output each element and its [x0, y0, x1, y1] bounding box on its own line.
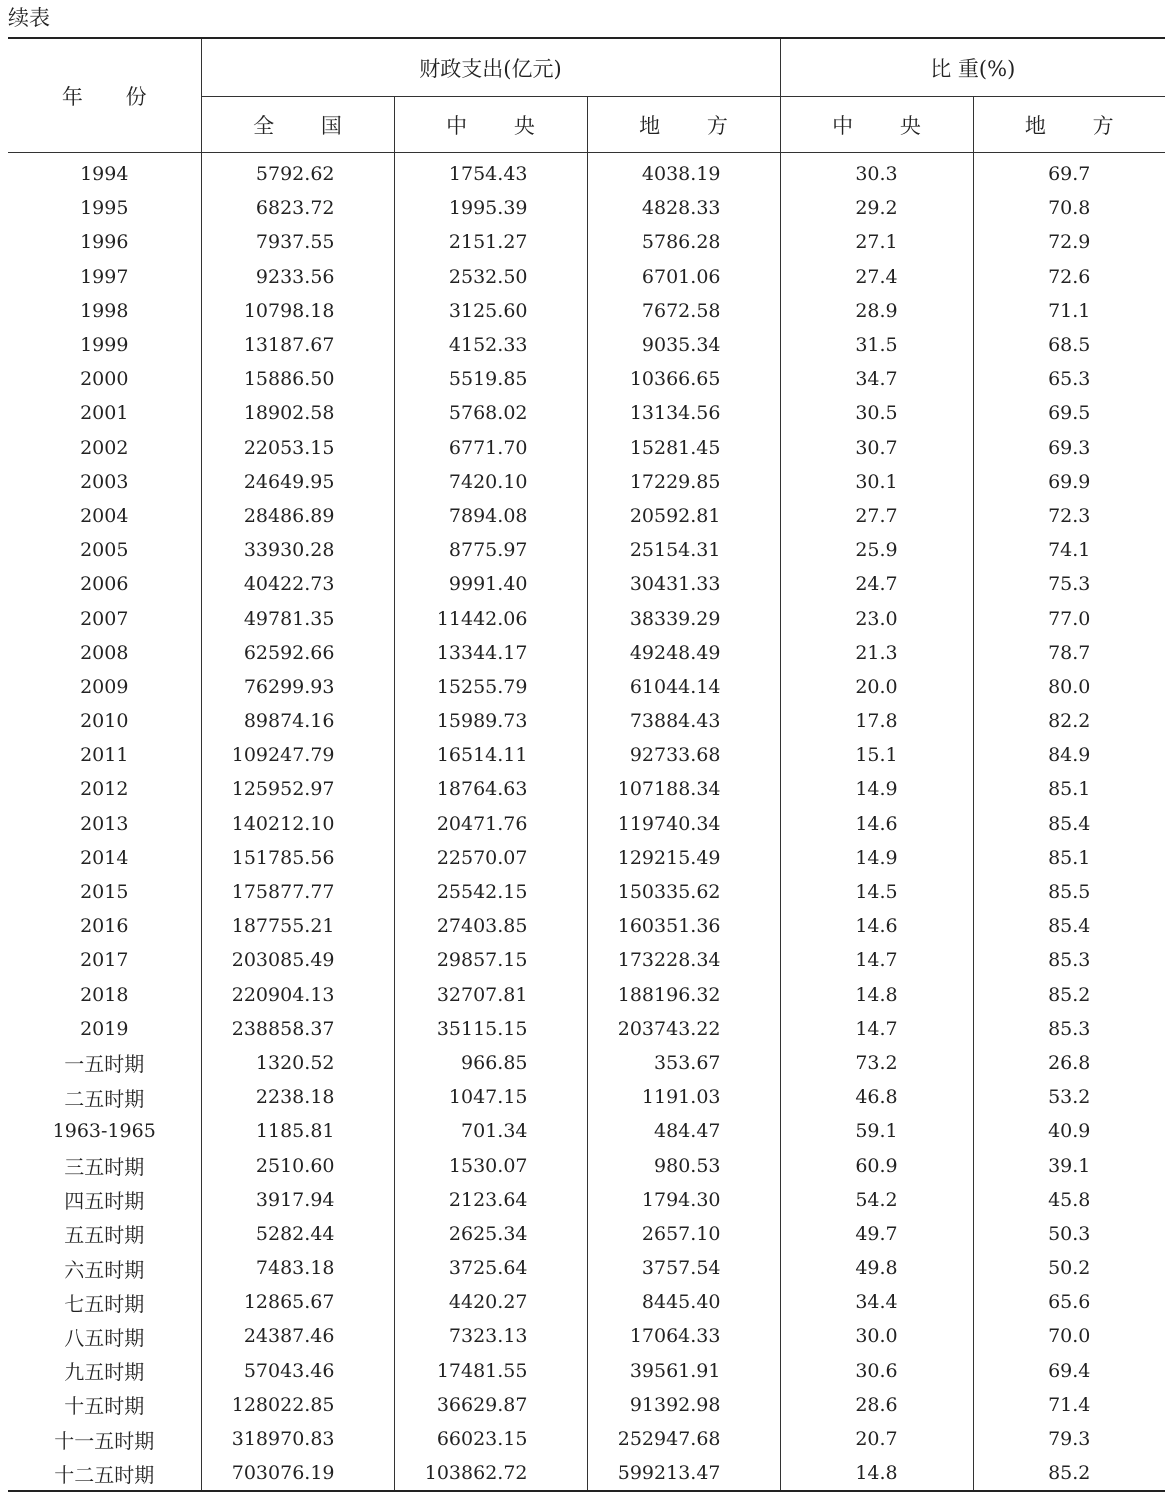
cell-local: 599213.47: [587, 1456, 780, 1491]
cell-local: 1191.03: [587, 1080, 780, 1114]
cell-central: 35115.15: [394, 1012, 587, 1046]
cell-local: 203743.22: [587, 1012, 780, 1046]
cell-share-local: 77.0: [1048, 607, 1091, 630]
cell-local: 20592.81: [587, 499, 780, 533]
cell-year: 2016: [8, 909, 201, 943]
cell-share-central: 30.5: [780, 396, 973, 430]
cell-share-central: 59.1: [780, 1114, 973, 1148]
cell-share-central: 34.7: [780, 362, 973, 396]
cell-local: 980.53: [587, 1148, 780, 1182]
cell-national: 57043.46: [201, 1354, 394, 1388]
cell-share-central: 23.0: [780, 601, 973, 635]
cell-national: 187755.21: [201, 909, 394, 943]
cell-central: 5519.85: [394, 362, 587, 396]
table-row: [8, 1251, 1165, 1285]
table-row: [8, 670, 1165, 704]
cell-central: 6771.70: [394, 431, 587, 465]
cell-year: 2013: [8, 807, 201, 841]
cell-share-local: 85.2: [1048, 983, 1091, 1006]
cell-local: 119740.34: [587, 807, 780, 841]
cell-local: 107188.34: [587, 772, 780, 806]
cell-year: 2009: [8, 670, 201, 704]
cell-central: 15989.73: [394, 704, 587, 738]
cell-share-central: 14.8: [780, 978, 973, 1012]
cell-local: 92733.68: [587, 738, 780, 772]
table-row: [8, 1012, 1165, 1046]
table-row: [8, 704, 1165, 738]
table-row: [8, 328, 1165, 362]
cell-share-local: 71.1: [1048, 299, 1091, 322]
cell-share-local: 70.8: [1048, 197, 1091, 220]
cell-central: 11442.06: [394, 601, 587, 635]
cell-year: 1997: [8, 260, 201, 294]
cell-national: 12865.67: [201, 1285, 394, 1319]
table-row: [8, 465, 1165, 499]
cell-local: 1794.30: [587, 1183, 780, 1217]
cell-national: 33930.28: [201, 533, 394, 567]
cell-local: 25154.31: [587, 533, 780, 567]
cell-share-central: 17.8: [780, 704, 973, 738]
table-row: [8, 153, 1165, 192]
table-row: [8, 499, 1165, 533]
cell-share-local: 85.4: [1048, 812, 1091, 835]
table-row: [8, 260, 1165, 294]
cell-central: 1995.39: [394, 191, 587, 225]
cell-local: 17229.85: [587, 465, 780, 499]
cell-local: 73884.43: [587, 704, 780, 738]
cell-year: 2010: [8, 704, 201, 738]
cell-central: 36629.87: [394, 1388, 587, 1422]
fiscal-expenditure-table: [8, 37, 1165, 1492]
cell-national: 24387.46: [201, 1319, 394, 1353]
table-caption: 续表: [8, 6, 50, 30]
cell-share-local: 69.5: [1048, 402, 1091, 425]
cell-local: 9035.34: [587, 328, 780, 362]
table-row: [8, 807, 1165, 841]
cell-share-local: 82.2: [1048, 710, 1091, 733]
header-share-local: 地 方: [973, 97, 1165, 153]
cell-local: 150335.62: [587, 875, 780, 909]
table-row: [8, 396, 1165, 430]
cell-local: 10366.65: [587, 362, 780, 396]
cell-share-local: 26.8: [1048, 1051, 1091, 1074]
cell-local: 484.47: [587, 1114, 780, 1148]
cell-central: 103862.72: [394, 1456, 587, 1491]
cell-share-central: 20.7: [780, 1422, 973, 1456]
table-row: [8, 636, 1165, 670]
cell-national: 7483.18: [201, 1251, 394, 1285]
cell-share-local: 85.1: [1048, 846, 1091, 869]
cell-national: 10798.18: [201, 294, 394, 328]
cell-local: 252947.68: [587, 1422, 780, 1456]
cell-share-local: 39.1: [1048, 1154, 1091, 1177]
cell-share-local: 69.3: [1048, 436, 1091, 459]
cell-central: 2625.34: [394, 1217, 587, 1251]
cell-national: 151785.56: [201, 841, 394, 875]
cell-national: 18902.58: [201, 396, 394, 430]
cell-share-local: 40.9: [1048, 1120, 1091, 1143]
cell-local: 30431.33: [587, 567, 780, 601]
cell-year: 十二五时期: [8, 1456, 201, 1491]
table-row: [8, 431, 1165, 465]
cell-central: 8775.97: [394, 533, 587, 567]
cell-national: 318970.83: [201, 1422, 394, 1456]
table-row: [8, 1319, 1165, 1353]
cell-central: 701.34: [394, 1114, 587, 1148]
cell-share-central: 14.9: [780, 841, 973, 875]
cell-local: 91392.98: [587, 1388, 780, 1422]
cell-year: 2008: [8, 636, 201, 670]
cell-central: 22570.07: [394, 841, 587, 875]
table-row: [8, 943, 1165, 977]
cell-national: 5282.44: [201, 1217, 394, 1251]
cell-central: 7420.10: [394, 465, 587, 499]
table-row: [8, 1046, 1165, 1080]
cell-central: 1047.15: [394, 1080, 587, 1114]
cell-local: 173228.34: [587, 943, 780, 977]
cell-share-local: 75.3: [1048, 573, 1091, 596]
cell-share-central: 30.6: [780, 1354, 973, 1388]
cell-central: 17481.55: [394, 1354, 587, 1388]
table-row: [8, 1285, 1165, 1319]
cell-share-central: 34.4: [780, 1285, 973, 1319]
table-row: [8, 294, 1165, 328]
cell-national: 703076.19: [201, 1456, 394, 1491]
cell-local: 6701.06: [587, 260, 780, 294]
cell-share-local: 50.3: [1048, 1222, 1091, 1245]
cell-national: 1320.52: [201, 1046, 394, 1080]
table-row: [8, 772, 1165, 806]
cell-local: 2657.10: [587, 1217, 780, 1251]
cell-share-local: 84.9: [1048, 744, 1091, 767]
cell-share-central: 21.3: [780, 636, 973, 670]
cell-year: 三五时期: [8, 1148, 201, 1182]
cell-national: 109247.79: [201, 738, 394, 772]
cell-national: 89874.16: [201, 704, 394, 738]
cell-share-local: 79.3: [1048, 1428, 1091, 1451]
cell-year: 2018: [8, 978, 201, 1012]
cell-share-local: 65.6: [1048, 1291, 1091, 1314]
table-row: [8, 362, 1165, 396]
cell-central: 32707.81: [394, 978, 587, 1012]
cell-share-local: 85.3: [1048, 1017, 1091, 1040]
cell-local: 160351.36: [587, 909, 780, 943]
cell-share-central: 14.6: [780, 807, 973, 841]
cell-share-central: 30.0: [780, 1319, 973, 1353]
cell-national: 203085.49: [201, 943, 394, 977]
cell-national: 220904.13: [201, 978, 394, 1012]
cell-national: 140212.10: [201, 807, 394, 841]
cell-share-local: 80.0: [1048, 675, 1091, 698]
cell-year: 八五时期: [8, 1319, 201, 1353]
table-row: [8, 1183, 1165, 1217]
cell-national: 49781.35: [201, 601, 394, 635]
cell-national: 1185.81: [201, 1114, 394, 1148]
header-national: 全 国: [201, 97, 394, 153]
cell-share-local: 85.1: [1048, 778, 1091, 801]
cell-central: 16514.11: [394, 738, 587, 772]
cell-local: 3757.54: [587, 1251, 780, 1285]
cell-local: 5786.28: [587, 225, 780, 259]
cell-share-central: 54.2: [780, 1183, 973, 1217]
cell-share-local: 72.6: [1048, 265, 1091, 288]
table-row: [8, 1456, 1165, 1491]
cell-share-central: 60.9: [780, 1148, 973, 1182]
cell-local: 8445.40: [587, 1285, 780, 1319]
cell-year: 2001: [8, 396, 201, 430]
cell-national: 6823.72: [201, 191, 394, 225]
table-row: [8, 738, 1165, 772]
cell-central: 966.85: [394, 1046, 587, 1080]
cell-local: 61044.14: [587, 670, 780, 704]
cell-year: 2019: [8, 1012, 201, 1046]
cell-local: 15281.45: [587, 431, 780, 465]
cell-share-local: 69.9: [1048, 470, 1091, 493]
table-row: [8, 533, 1165, 567]
cell-share-local: 85.2: [973, 1456, 1165, 1491]
cell-year: 2017: [8, 943, 201, 977]
cell-year: 2003: [8, 465, 201, 499]
cell-year: 1999: [8, 328, 201, 362]
header-expenditure-group: 财政支出(亿元): [201, 38, 780, 97]
cell-year: 2011: [8, 738, 201, 772]
cell-share-local: 65.3: [1048, 368, 1091, 391]
cell-share-central: 46.8: [780, 1080, 973, 1114]
header-local: 地 方: [587, 97, 780, 153]
cell-national: 7937.55: [201, 225, 394, 259]
cell-national: 24649.95: [201, 465, 394, 499]
cell-central: 4420.27: [394, 1285, 587, 1319]
cell-share-local: 53.2: [1048, 1086, 1091, 1109]
header-share-group: 比 重(%): [780, 38, 1165, 97]
cell-central: 3125.60: [394, 294, 587, 328]
cell-local: 39561.91: [587, 1354, 780, 1388]
cell-central: 1530.07: [394, 1148, 587, 1182]
cell-share-local: 70.0: [1048, 1325, 1091, 1348]
cell-year: 二五时期: [8, 1080, 201, 1114]
cell-share-central: 14.9: [780, 772, 973, 806]
cell-year: 十一五时期: [8, 1422, 201, 1456]
table-row: [8, 567, 1165, 601]
cell-central: 25542.15: [394, 875, 587, 909]
cell-year: 一五时期: [8, 1046, 201, 1080]
cell-share-central: 49.7: [780, 1217, 973, 1251]
cell-year: 2012: [8, 772, 201, 806]
cell-central: 13344.17: [394, 636, 587, 670]
cell-share-local: 72.9: [1048, 231, 1091, 254]
cell-national: 62592.66: [201, 636, 394, 670]
cell-share-central: 31.5: [780, 328, 973, 362]
cell-local: 4828.33: [587, 191, 780, 225]
cell-share-central: 14.7: [780, 1012, 973, 1046]
cell-share-central: 14.7: [780, 943, 973, 977]
cell-share-local: 69.7: [1048, 163, 1091, 186]
cell-year: 1995: [8, 191, 201, 225]
cell-central: 15255.79: [394, 670, 587, 704]
table-row: [8, 909, 1165, 943]
cell-year: 五五时期: [8, 1217, 201, 1251]
cell-central: 1754.43: [394, 153, 587, 192]
table-row: [8, 1217, 1165, 1251]
cell-local: 188196.32: [587, 978, 780, 1012]
cell-central: 7323.13: [394, 1319, 587, 1353]
table-row: [8, 978, 1165, 1012]
cell-national: 13187.67: [201, 328, 394, 362]
table-row: [8, 1388, 1165, 1422]
cell-local: 129215.49: [587, 841, 780, 875]
cell-year: 1998: [8, 294, 201, 328]
cell-central: 4152.33: [394, 328, 587, 362]
cell-year: 2000: [8, 362, 201, 396]
cell-share-local: 45.8: [1048, 1188, 1091, 1211]
table-row: [8, 1080, 1165, 1114]
cell-local: 4038.19: [587, 153, 780, 192]
cell-share-local: 85.3: [1048, 949, 1091, 972]
cell-share-central: 14.8: [780, 1456, 973, 1491]
table-row: [8, 601, 1165, 635]
cell-local: 7672.58: [587, 294, 780, 328]
cell-central: 2151.27: [394, 225, 587, 259]
cell-share-central: 49.8: [780, 1251, 973, 1285]
cell-national: 22053.15: [201, 431, 394, 465]
cell-year: 2004: [8, 499, 201, 533]
cell-year: 2002: [8, 431, 201, 465]
cell-national: 5792.62: [201, 153, 394, 192]
cell-share-central: 14.6: [780, 909, 973, 943]
cell-share-local: 72.3: [1048, 504, 1091, 527]
table-body: [8, 153, 1165, 1492]
cell-year: 2014: [8, 841, 201, 875]
cell-local: 49248.49: [587, 636, 780, 670]
table-row: [8, 1114, 1165, 1148]
cell-national: 2510.60: [201, 1148, 394, 1182]
table-row: [8, 875, 1165, 909]
table-row: [8, 841, 1165, 875]
table-row: [8, 191, 1165, 225]
cell-central: 20471.76: [394, 807, 587, 841]
cell-year: 七五时期: [8, 1285, 201, 1319]
cell-year: 六五时期: [8, 1251, 201, 1285]
cell-year: 2005: [8, 533, 201, 567]
cell-share-local: 85.5: [1048, 881, 1091, 904]
cell-year: 四五时期: [8, 1183, 201, 1217]
cell-share-central: 24.7: [780, 567, 973, 601]
cell-share-local: 71.4: [1048, 1393, 1091, 1416]
cell-share-central: 29.2: [780, 191, 973, 225]
cell-national: 238858.37: [201, 1012, 394, 1046]
cell-share-central: 28.9: [780, 294, 973, 328]
cell-share-local: 50.2: [1048, 1257, 1091, 1280]
cell-year: 2006: [8, 567, 201, 601]
cell-local: 17064.33: [587, 1319, 780, 1353]
cell-national: 175877.77: [201, 875, 394, 909]
cell-central: 18764.63: [394, 772, 587, 806]
cell-year: 1996: [8, 225, 201, 259]
cell-year: 十五时期: [8, 1388, 201, 1422]
cell-central: 5768.02: [394, 396, 587, 430]
cell-share-central: 30.7: [780, 431, 973, 465]
header-year: 年 份: [8, 38, 201, 153]
cell-share-central: 27.4: [780, 260, 973, 294]
cell-national: 128022.85: [201, 1388, 394, 1422]
cell-share-local: 85.4: [1048, 915, 1091, 938]
cell-national: 76299.93: [201, 670, 394, 704]
cell-share-central: 30.3: [780, 153, 973, 192]
cell-share-central: 27.1: [780, 225, 973, 259]
table-row: [8, 1422, 1165, 1456]
cell-central: 3725.64: [394, 1251, 587, 1285]
table-row: [8, 1148, 1165, 1182]
cell-national: 40422.73: [201, 567, 394, 601]
cell-national: 3917.94: [201, 1183, 394, 1217]
table-row: [8, 1354, 1165, 1388]
cell-share-central: 20.0: [780, 670, 973, 704]
cell-year: 1963-1965: [8, 1114, 201, 1148]
cell-share-local: 68.5: [1048, 334, 1091, 357]
cell-year: 2015: [8, 875, 201, 909]
cell-year: 九五时期: [8, 1354, 201, 1388]
cell-share-central: 73.2: [780, 1046, 973, 1080]
cell-national: 28486.89: [201, 499, 394, 533]
cell-central: 7894.08: [394, 499, 587, 533]
table-row: [8, 225, 1165, 259]
cell-central: 27403.85: [394, 909, 587, 943]
cell-share-local: 69.4: [1048, 1359, 1091, 1382]
cell-share-local: 78.7: [1048, 641, 1091, 664]
cell-share-central: 15.1: [780, 738, 973, 772]
cell-share-central: 27.7: [780, 499, 973, 533]
cell-national: 2238.18: [201, 1080, 394, 1114]
cell-local: 38339.29: [587, 601, 780, 635]
cell-share-central: 25.9: [780, 533, 973, 567]
cell-central: 2532.50: [394, 260, 587, 294]
cell-year: 1994: [8, 153, 201, 192]
cell-local: 353.67: [587, 1046, 780, 1080]
cell-central: 9991.40: [394, 567, 587, 601]
cell-share-central: 28.6: [780, 1388, 973, 1422]
cell-share-central: 30.1: [780, 465, 973, 499]
header-share-central: 中 央: [780, 97, 973, 153]
cell-year: 2007: [8, 601, 201, 635]
cell-national: 9233.56: [201, 260, 394, 294]
cell-share-local: 74.1: [1048, 539, 1091, 562]
header-central: 中 央: [394, 97, 587, 153]
cell-national: 125952.97: [201, 772, 394, 806]
cell-local: 13134.56: [587, 396, 780, 430]
cell-central: 66023.15: [394, 1422, 587, 1456]
cell-share-central: 14.5: [780, 875, 973, 909]
cell-central: 2123.64: [394, 1183, 587, 1217]
cell-national: 15886.50: [201, 362, 394, 396]
cell-central: 29857.15: [394, 943, 587, 977]
